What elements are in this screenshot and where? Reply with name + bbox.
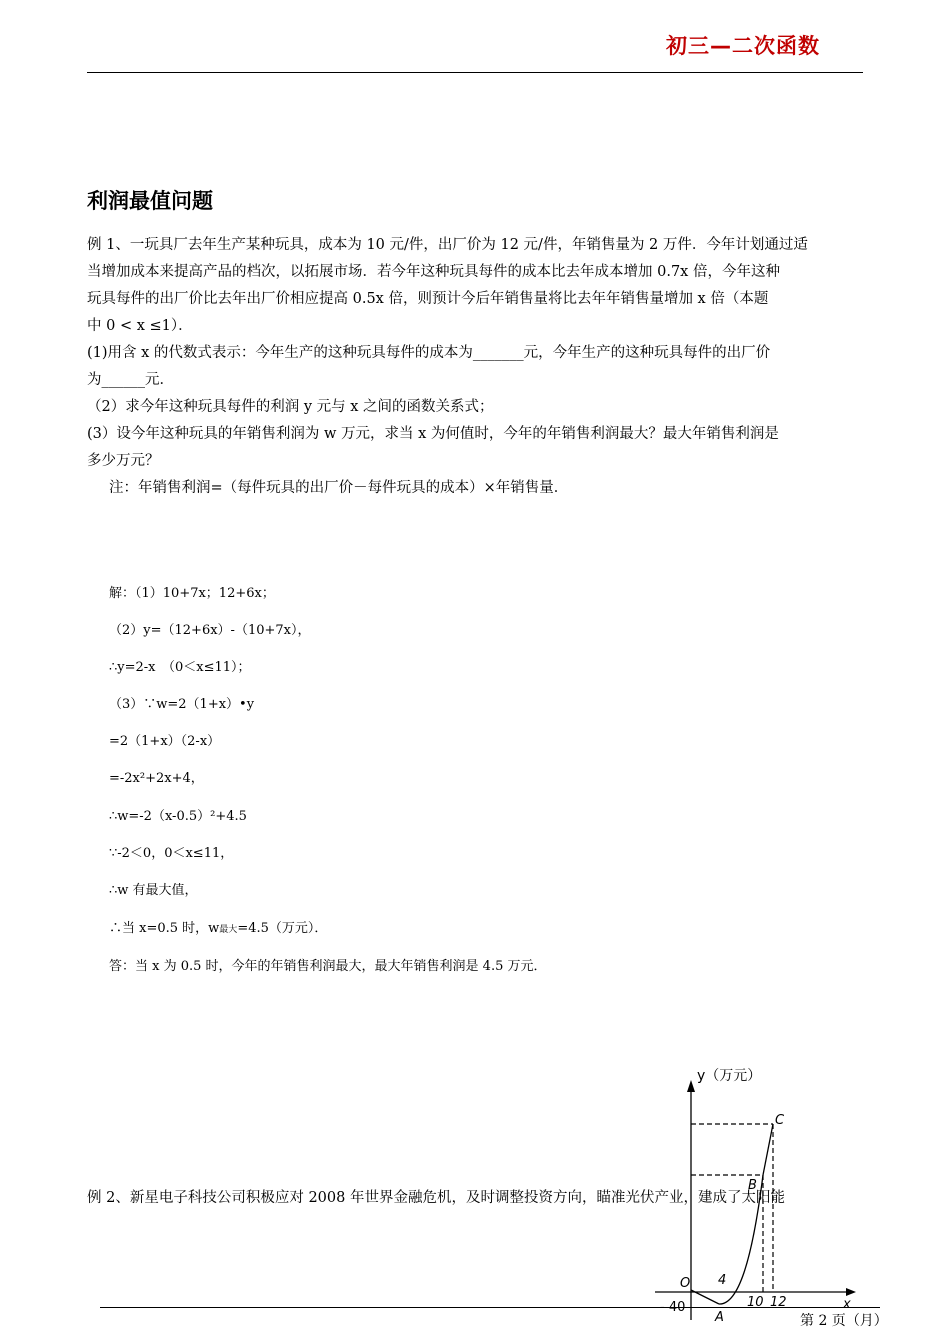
segment-b-c: [763, 1124, 773, 1175]
header-title: 初三—二次函数: [666, 34, 820, 58]
example1-line: 中 0 < x ≤1）．: [87, 318, 193, 334]
solution-line: ∴w=-2（x-0.5）²+4.5: [109, 809, 247, 824]
section-title: 利润最值问题: [87, 189, 213, 213]
y-axis-arrow: [687, 1080, 695, 1092]
solution-line: （3）∵w=2（1+x）•y: [109, 697, 255, 712]
x-axis-arrow: [846, 1288, 856, 1296]
example1-line: 例 1、一玩具厂去年生产某种玩具，成本为 10 元/件，出厂价为 12 元/件，年销售量为 2 万件．今年计划通过适: [87, 237, 808, 253]
example1-line: 玩具每件的出厂价比去年出厂价相应提高 0.5x 倍，则预计今后年销售量将比去年年销售量增加 x 倍（本题: [87, 291, 769, 307]
solution-text: ∴当 x=0.5 时，w: [109, 921, 220, 936]
answer-line: 答：当 x 为 0.5 时，今年的年销售利润最大，最大年销售利润是 4.5 万元．: [109, 959, 547, 974]
solution-line: ∴w 有最大值，: [109, 883, 198, 898]
y-axis-label: y（万元）: [697, 1068, 762, 1084]
example1-line: 当增加成本来提高产品的档次，以拓展市场．若今年这种玩具每件的成本比去年成本增加 0.7x 倍，今年这种: [87, 264, 780, 280]
solution-line: ∴y=2-x （0＜x≤11）；: [109, 660, 251, 675]
x-axis-label: x: [843, 1297, 851, 1312]
page-number: [800, 1310, 888, 1330]
note: 注：年销售利润=（每件玩具的出厂价－每件玩具的成本）×年销售量．: [109, 480, 569, 496]
solution-line: （2）y=（12+6x）-（10+7x），: [109, 623, 311, 638]
solution-line: ∵-2＜0，0＜x≤11，: [109, 846, 234, 861]
point-label-a: A: [715, 1310, 724, 1325]
solution-line: =-2x²+2x+4，: [109, 771, 204, 786]
origin-label: O: [680, 1276, 691, 1291]
x-tick-label: 12: [770, 1295, 787, 1310]
solution-text: =4.5（万元）．: [237, 921, 328, 936]
question-1: (1)用含 x 的代数式表示：今年生产的这种玩具每件的成本为_______元，今年生产的这种玩具每件的出厂价: [87, 345, 771, 361]
x-tick-label: 4: [718, 1273, 727, 1288]
question-3-cont: 多少万元？: [87, 453, 160, 469]
question-1-cont: 为______元．: [87, 372, 174, 388]
x-tick-label: 10: [747, 1295, 764, 1310]
example2-line: 例 2、新星电子科技公司积极应对 2008 年世界金融危机，及时调整投资方向，瞄准光伏产业，建成了太阳能: [87, 1190, 785, 1206]
footer-divider: [100, 1307, 880, 1308]
subscript-max: 最大: [219, 925, 238, 935]
question-3: (3）设今年这种玩具的年销售利润为 w 万元，求当 x 为何值时，今年的年销售利润最大？最大年销售利润是: [87, 426, 779, 442]
question-2: （2）求今年这种玩具每件的利润 y 元与 x 之间的函数关系式；: [87, 399, 494, 415]
page-suffix: （月）: [845, 1313, 888, 1329]
solution-line: =2（1+x）（2-x）: [109, 734, 221, 749]
point-label-c: C: [775, 1113, 785, 1128]
page-number-text: 第 2 页: [800, 1313, 846, 1329]
y-tick-label: - 40: [660, 1300, 686, 1315]
solution-line: 解：（1）10+7x；12+6x；: [109, 586, 275, 601]
point-label-b: B: [748, 1178, 757, 1193]
